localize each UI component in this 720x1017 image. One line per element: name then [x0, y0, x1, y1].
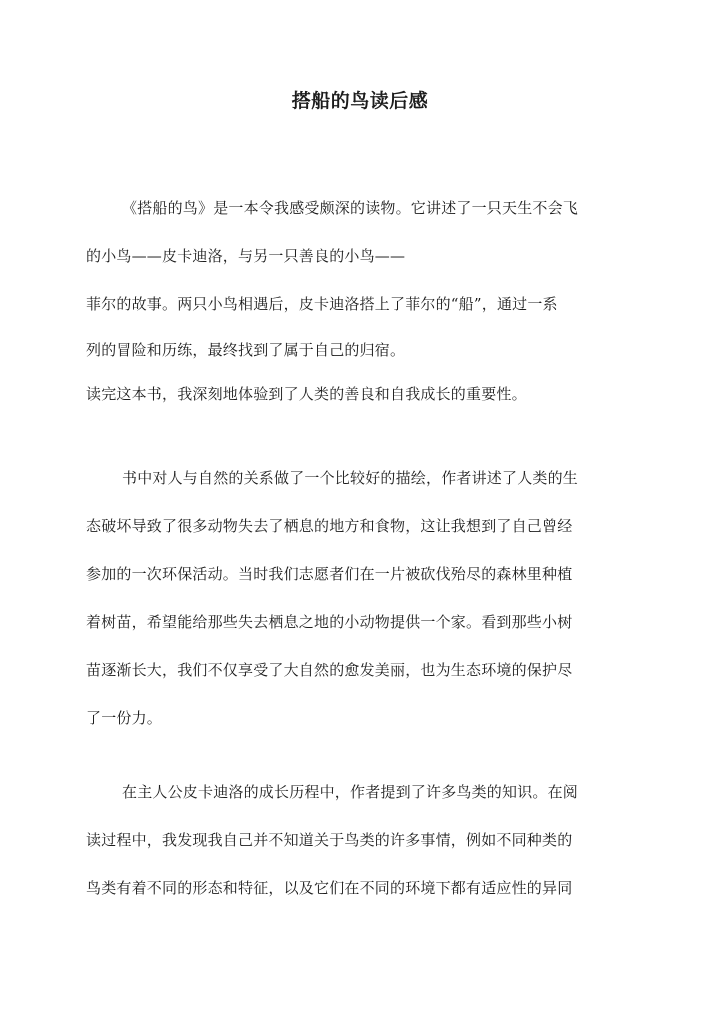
- paragraph-line: 在主人公皮卡迪洛的成长历程中，作者提到了许多鸟类的知识。在阅: [122, 783, 579, 801]
- paragraph-line: 鸟类有着不同的形态和特征，以及它们在不同的环境下都有适应性的异同: [86, 879, 573, 897]
- paragraph-line: 着树苗，希望能给那些失去栖息之地的小动物提供一个家。看到那些小树: [86, 613, 573, 631]
- paragraph-line: 列的冒险和历练，最终找到了属于自己的归宿。: [86, 341, 406, 359]
- paragraph-3: [86, 774, 646, 906]
- paragraph-line: 《搭船的鸟》是一本令我感受颇深的读物。它讲述了一只天生不会飞: [122, 199, 579, 217]
- paragraph-line: 的小鸟——皮卡迪洛，与另一只善良的小鸟——: [86, 247, 406, 265]
- paragraph-line: 书中对人与自然的关系做了一个比较好的描绘，作者讲述了人类的生: [122, 469, 579, 487]
- document-title: 搭船的鸟读后感: [291, 90, 429, 112]
- paragraph-line: 参加的一次环保活动。当时我们志愿者们在一片被砍伐殆尽的森林里种植: [86, 565, 573, 583]
- paragraph-2: [86, 460, 646, 736]
- paragraph-1: [86, 190, 646, 412]
- paragraph-line: 了一份力。: [86, 709, 163, 727]
- paragraph-line: 读完这本书，我深刻地体验到了人类的善良和自我成长的重要性。: [86, 385, 527, 403]
- paragraph-line: 菲尔的故事。两只小鸟相遇后，皮卡迪洛搭上了菲尔的“船”，通过一系: [86, 295, 558, 313]
- paragraph-line: 苗逐渐长大，我们不仅享受了大自然的愈发美丽，也为生态环境的保护尽: [86, 661, 573, 679]
- paragraph-line: 态破坏导致了很多动物失去了栖息的地方和食物，这让我想到了自己曾经: [86, 517, 573, 535]
- paragraph-line: 读过程中，我发现我自己并不知道关于鸟类的许多事情，例如不同种类的: [86, 831, 573, 849]
